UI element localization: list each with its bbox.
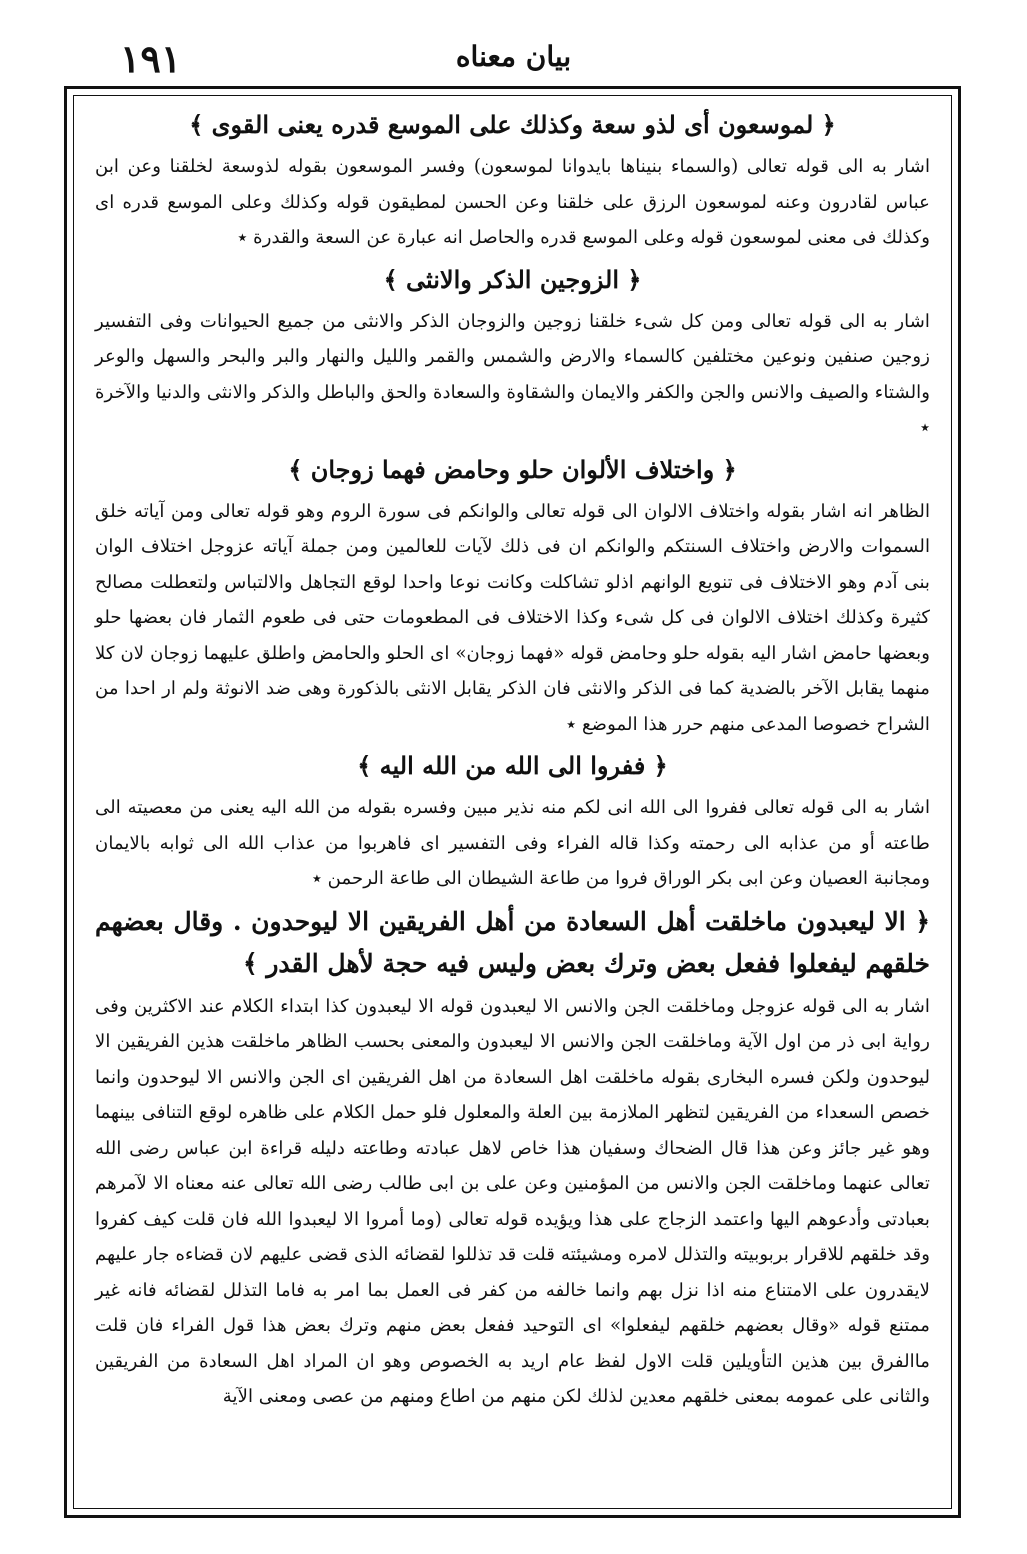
page-number: ١٩١ (120, 36, 182, 81)
section-heading: ﴿ واختلاف الألوان حلو وحامض فهما زوجان ﴾ (288, 454, 737, 484)
section-heading: ﴿ لموسعون أی لذو سعة وكذلك علی الموسع قدره يعنی القوی ﴾ (189, 110, 836, 139)
page-body (95, 103, 930, 1419)
section-heading: ﴿ الزوجين الذكر والانثی ﴾ (383, 264, 642, 294)
running-title: بیان معناه (455, 40, 572, 73)
page-frame (64, 86, 961, 1518)
page-header (60, 36, 967, 80)
section-text: الظاهر انه اشار بقوله واختلاف الالوان الی قوله تعالی والوانكم فی سورة الروم وهو قوله تعالی ومن آیاته خلق السموات والارض واختلاف السنتكم والوانكم ان فی ذلك لآیات للعالمین ومن جملة آیاته عزوجل اختلاف الوان بنی آدم وهو الاختلاف فی تنویع الوانهم اذلو تشاكلت وكانت نوعا واحدا لوقع التجاهل والالتباس ولتعطلت مصالح كثیرة وكذلك اختلاف الالوان فی كل شیء وكذا الاختلاف فی المطعومات حتی فی طعوم الثمار فان بعضها حلو وبعضها حامض اشار الیه بقوله حلو وحامض قوله «فهما زوجان» ای الحلو والحامض واطلق علیهما زوجان لان كلا منهما یقابل الآخر بالضدیة كما فی الذكر والانثی فان الذكر یقابل الانثی بالذكورة وهی ضد الانوثة ولم ار احدا من الشراح خصوصا المدعی منهم حرر هذا الموضع ٭ (95, 500, 930, 735)
section-text: اشار به الی قوله تعالی ومن كل شیء خلقنا زوجین والزوجان الذكر والانثی من جمیع الحیوانات وفی التفسیر زوجین صنفین ونوعین مختلفین كالسماء والارض والشمس والقمر واللیل والنهار والبر والبحر والسهل والوعر والشتاء والصیف والانس والجن والكفر والایمان والشقاوة والسعادة والحق والباطل والذكر والانثی والدنیا والآخرة ٭ (95, 310, 930, 438)
section-heading: ﴿ الا لیعبدون ماخلقت أهل السعادة من أهل الفریقین الا لیوحدون . وقال بعضهم خلقهم لیفعلوا ففعل بعض وترك بعض ولیس فیه حجة لأهل القدر ﴾ (95, 906, 930, 978)
section-text: اشار به الی قوله عزوجل وماخلقت الجن والانس الا لیعبدون قوله الا لیعبدون كذا ابتداء الكلام عند الاكثرین وفی روایة ابی ذر من اول الآیة وماخلقت الجن والانس الا لیعبدون والمعنی بحسب الظاهر ماخلقت هذین الفریقین الا لیوحدون ولكن فسره البخاری بقوله ماخلقت اهل السعادة من اهل الفریقین ای الجن والانس الا لیوحدون وانما خصص السعداء من الفریقین لتظهر الملازمة بین العلة والمعلول فلو حمل الكلام علی ظاهره لوقع التنافی بینهما وهو غیر جائز وعن هذا قال الضحاك وسفیان هذا خاص لاهل عبادته وطاعته دلیله قراءة ابن عباس رضی الله تعالی عنهما وماخلقت الجن والانس من المؤمنین وعن علی بن ابی طالب رضی الله تعالی عنه معناه الا لآمرهم بعبادتی وأدعوهم الیها واعتمد الزجاج علی هذا ویؤیده قوله تعالی (وما أمروا الا لیعبدوا الله فان قلت كیف كفروا وقد خلقهم للاقرار بربوبیته والتذلل لامره ومشیئته قلت قد تذللوا لقضائه الذی قضی علیهم لان قضاءه جار علیهم لایقدرون علی الامتناع منه اذا نزل بهم وانما خالفه من كفر فی العمل بما امر به فاما التذلل لقضائه فانه غیر ممتنع قوله «وقال بعضهم خلقهم لیفعلوا» ای التوحید ففعل بعض منهم وترك بعض هذا قول الفراء فان قلت ماالفرق بین هذین التأویلین قلت الاول لفظ عام ارید به الخصوص وهو ان المراد اهل السعادة من الفریقین والثانی علی عمومه بمعنی خلقهم معدین لذلك لكن منهم من اطاع ومنهم من عصی ومعنی الآیة (95, 995, 930, 1407)
section-heading: ﴿ ففروا الی الله من الله الیه ﴾ (357, 751, 668, 780)
section-text: اشار به الی قوله تعالی ففروا الی الله انی لكم منه نذیر مبین وفسره بقوله من الله الیه یعنی من معصیته الی طاعته أو من عذابه الی رحمته وكذا قاله الفراء وفی التفسیر ای فاهربوا من عذاب الله الی ثوابه بالایمان ومجانبة العصیان وعن ابی بكر الوراق فروا من طاعة الشیطان الی طاعة الرحمن ٭ (95, 797, 930, 889)
section-text: اشار به الی قوله تعالی (والسماء بنیناها بایدوانا لموسعون) وفسر الموسعون بقوله لذوسعة لخلقنا وعن ابن عباس لقادرون وعنه لموسعون الرزق علی خلقنا وعن الحسن لمطيقون قوله وكذلك وعلی الموسع قدره ای وكذلك فی معنی لموسعون قوله وعلی الموسع قدره والحاصل انه عبارة عن السعة والقدرة ٭ (95, 156, 930, 248)
